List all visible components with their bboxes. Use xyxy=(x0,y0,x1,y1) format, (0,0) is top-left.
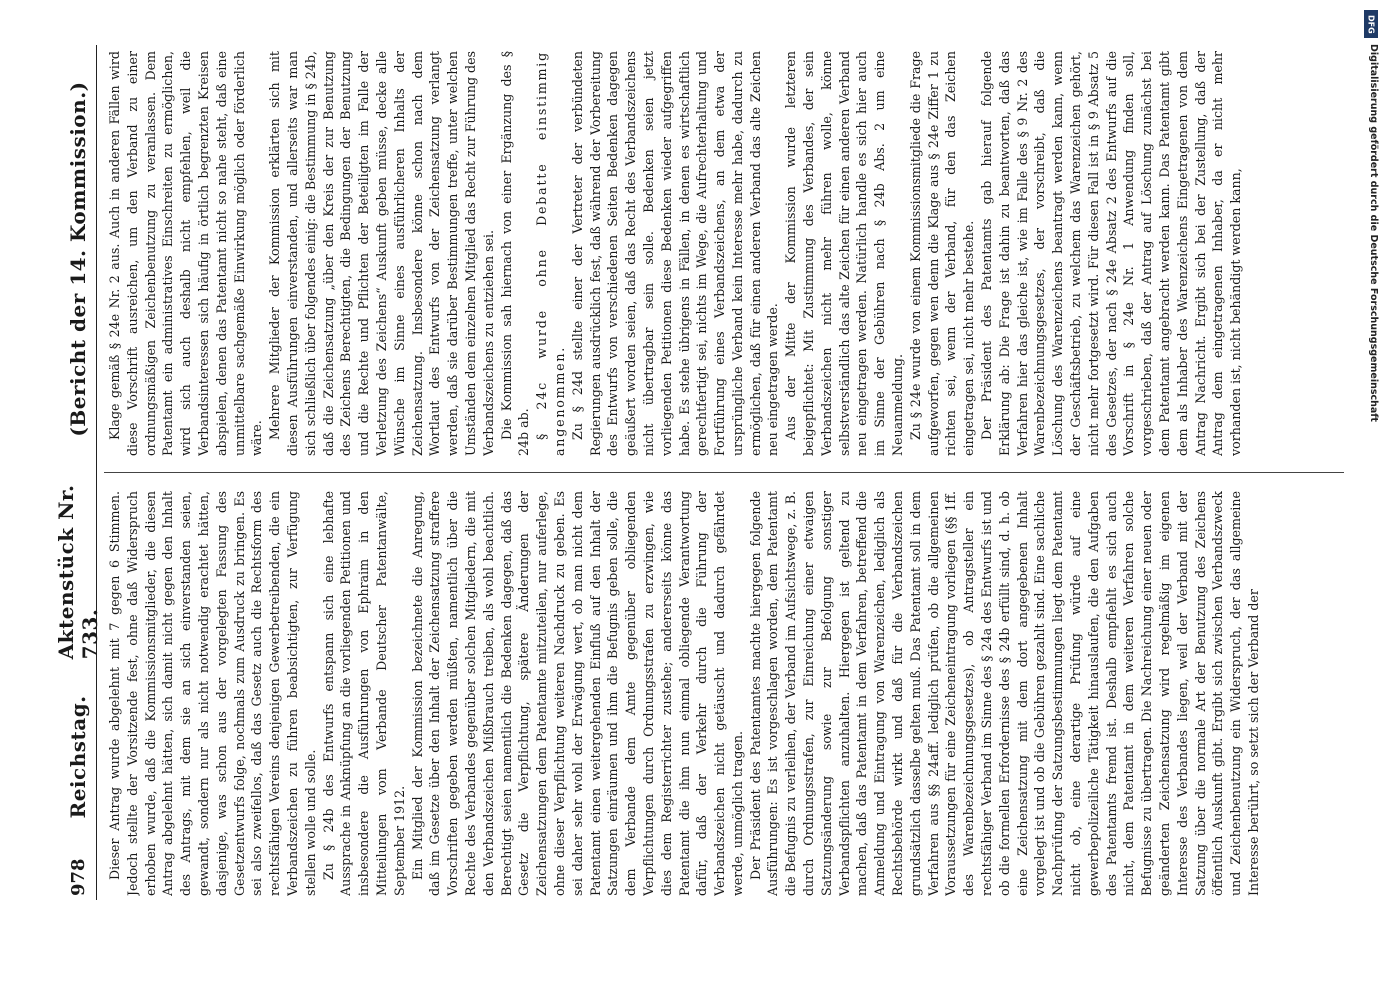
document-number: Aktenstück Nr. 733. xyxy=(54,484,102,660)
paragraph: Der Präsident des Patentamts gab hierauf folgende Erklärung ab: Die Frage ist dahin zu beantworten, daß das Verfahren hier das gleiche ist, wie im Falle des § 9 Nr. 2 des Warenbezeichnungsgesetzes, der vorschreibt, daß die Löschung des Warenzeichens beantragt werden kann, wenn der Geschäftsbetrieb, zu welchem das Warenzeichen gehört, nicht mehr fortgesetzt wird. Für diesen Fall ist in § 9 Absatz 5 des Gesetzes, der nach § 24e Absatz 2 des Entwurfs auf die Vorschrift in § 24e Nr. 1 Anwendung finden soll, vorgeschrieben, daß der Antrag auf Löschung zunächst bei dem Patentamt angebracht werden kann. Das Patentamt gibt dem als Inhaber des Warenzeichens Eingetragenen von dem Antrag Nachricht. Ergibt sich bei der Zustellung, daß der Antrag dem eingetragenen Inhaber, da er nicht mehr vorhanden ist, nicht behändigt werden kann, xyxy=(979,51,1244,456)
paragraph: Ein Mitglied der Kommission bezeichnete die Anregung, daß im Gesetze über den Inhalt der Zeichensatzung straffere Vorschriften gegeben werden müßten, namentlich über die Rechte des Verbandes gegenüber solchen Mitgliedern, die mit den Verbandszeichen Mißbrauch treiben, als wohl beachtlich. Berechtigt seien namentlich die Bedenken dagegen, daß das Gesetz die Verpflichtung, spätere Änderungen der Zeichensatzungen dem Patentamte mitzuteilen, nur auferlege, ohne dieser Verpflichtung weiteren Nachdruck zu geben. Es sei daher sehr wohl der Erwägung wert, ob man nicht dem Patentamt einen weitergehenden Einfluß auf den Inhalt der Satzungen einräumen und ihm die Befugnis geben solle, die dem Verbande dem Amte gegenüber obliegenden Verpflichtungen durch Ordnungsstrafen zu erzwingen, wie dies dem Registerrichter zustehe; andererseits könne das Patentamt die ihm nun einmal obliegende Verantwortung dafür, daß der Verkehr durch die Führung der Verbandszeichen nicht getäuscht und dadurch gefährdet werde, unmöglich tragen. xyxy=(409,491,745,896)
dfg-logo: DFG xyxy=(1364,10,1378,38)
paragraph: Mehrere Mitglieder der Kommission erklärten sich mit diesen Ausführungen einverstanden, und allerseits war man sich schließlich über folgendes einig: die Bestimmung in § 24b, daß die Zeichensatzung „über den Kreis der zur Benutzung des Zeichens Berechtigten, die Bedingungen der Benutzung und die Rechte und Pflichten der Beteiligten im Falle der Verletzung des Zeichens“ Auskunft geben müsse, decke alle Wünsche im Sinne eines ausführlicheren Inhalts der Zeichensatzung. Insbesondere könne schon nach dem Wortlaut des Entwurfs von der Zeichensatzung verlangt werden, daß sie darüber Bestimmungen treffe, unter welchen Umständen dem einzelnen Mitglied das Recht zur Führung des Verbandszeichens zu entziehen sei. xyxy=(267,51,496,456)
paragraph: Der Präsident des Patentamtes machte hiergegen folgende Ausführungen: Es ist vorgeschlagen worden, dem Patentamt die Befugnis zu verleihen, der Verband im Aufsichtswege, z. B. durch Ordnungsstrafen, zur Einreichung einer etwaigen Satzungsänderung sowie zur Befolgung sonstiger Verbandspflichten anzuhalten. Hiergegen ist geltend zu machen, daß das Patentamt in dem Verfahren, betreffend die Anmeldung und Eintragung von Warenzeichen, lediglich als Rechtsbehörde wirkt und daß für die Verbandszeichen grundsätzlich dasselbe gelten muß. Das Patentamt soll in dem Verfahren aus §§ 24aff. lediglich prüfen, ob die allgemeinen Voraussetzungen für eine Zeicheneintragung vorliegen (§§ 1ff. des Warenbezeichnungsgesetzes), ob Antragsteller ein rechtsfähiger Verband im Sinne des § 24a des Entwurfs ist und ob die formellen Erfordernisse des § 24b erfüllt sind, d. h. ob eine Zeichensatzung mit dem dort angegebenen Inhalt vorgelegt ist und ob die Gebühren gezahlt sind. Eine sachliche Nachprüfung der Satzungsbestimmungen liegt dem Patentamt nicht ob, eine derartige Prüfung würde auf eine gewerbepolizeiliche Tätigkeit hinauslaufen, die den Aufgaben des Patentamts fremd ist. Deshalb empfiehlt es sich auch nicht, dem Patentamt in dem weiteren Verfahren solche Befugnisse zu übertragen. Die Nachreichung einer neuen oder geänderten Zeichensatzung wird regelmäßig im eigenen Interesse des Verbandes liegen, weil der Verband mit der Satzung über die normale Art der Benutzung des Zeichens öffentlich Auskunft gibt. Ergibt sich zwischen Verbandszweck und Zeichenbenutzung ein Widerspruch, der das allgemeine Interesse berührt, so setzt sich der Verband der xyxy=(747,491,1261,896)
running-head-right: (Bericht der 14. Kommission.) xyxy=(66,81,90,437)
page-header xyxy=(54,45,102,900)
page-number: 978 xyxy=(67,858,89,896)
paragraph: § 24c wurde ohne Debatte einstimmig angenommen. xyxy=(534,51,567,456)
scan-credit-text: Digitalisierung gefördert durch die Deutsche Forschungsgemeinschaft xyxy=(1368,44,1379,422)
paragraph: Aus der Mitte der Kommission wurde letzteren beigepflichtet: Mit Zustimmung des Verbandes, der sein Verbandszeichen nicht mehr führen wolle, könne selbstverständlich das alte Zeichen für einen anderen Verband neu eingetragen werden. Natürlich handle es sich hier auch im Sinne der Gebühren nach § 24b Abs. 2 um eine Neuanmeldung. xyxy=(783,51,906,456)
paragraph: Dieser Antrag wurde abgelehnt mit 7 gegen 6 Stimmen. Jedoch stellte der Vorsitzende fest, ohne daß Widerspruch erhoben wurde, daß die Kommissionsmitglieder, die diesen Antrag abgelehnt hätten, sich damit nicht gegen den Inhalt des Antrags, mit dem sie an sich einverstanden seien, gewandt, sondern nur als nicht notwendig erachtet hätten, dasjenige, was schon aus der vorgelegten Fassung des Gesetzentwurfs folge, nochmals zum Ausdruck zu bringen. Es sei also zweifellos, daß das Gesetz auch die Rechtsform des rechtsfähigen Vereins denjenigen Gewerbetreibenden, die ein Verbandszeichen zu führen beabsichtigten, zur Verfügung stellen wolle und solle. xyxy=(107,491,318,896)
header-right xyxy=(60,45,96,473)
document-page xyxy=(54,45,1350,900)
right-column xyxy=(106,51,1346,456)
header-left xyxy=(54,473,102,900)
paragraph: Die Kommission sah hiernach von einer Ergänzung des § 24b ab. xyxy=(498,51,532,456)
paragraph: Zu § 24d stellte einer der Vertreter der verbündeten Regierungen ausdrücklich fest, daß während der Vorbereitung des Entwurfs von verschiedenen Seiten Bedenken dagegen geäußert worden seien, daß das Recht des Verbandszeichens nicht übertragbar sein solle. Bedenken seien jetzt vorliegenden Petitionen diese Bedenken wieder aufgegriffen habe. Es stehe übrigens in Fällen, in denen es wirtschaftlich gerechtfertigt sei, nichts im Wege, die Aufrechterhaltung und Fortführung eines Verbandszeichens, an dem etwa der ursprüngliche Verband kein Interesse mehr habe, dadurch zu ermöglichen, daß für einen anderen Verband das alte Zeichen neu eingetragen werde. xyxy=(569,51,781,456)
paragraph: Klage gemäß § 24e Nr. 2 aus. Auch in anderen Fällen wird diese Vorschrift ausreichen, um den Verband zu einer ordnungsmäßigen Zeichenbenutzung zu veranlassen. Dem Patentamt ein administratives Einschreiten zu ermöglichen, wird sich auch deshalb nicht empfehlen, weil die Verbandsinteressen sich häufig in örtlich begrenzten Kreisen abspielen, denen das Patentamt nicht so nahe steht, daß eine unmittelbare sachgemäße Einwirkung möglich oder förderlich wäre. xyxy=(107,51,265,456)
rotated-page-content xyxy=(54,45,1350,900)
left-column xyxy=(106,491,1346,896)
running-head-left: Reichstag. xyxy=(66,695,90,819)
column-divider xyxy=(104,472,1344,473)
paragraph: Zu § 24b des Entwurfs entspann sich eine lebhafte Aussprache in Anknüpfung an die vorliegenden Petitionen und insbesondere die Ausführungen von Ephraim in den Mitteilungen vom Verbande Deutscher Patentanwälte, September 1912. xyxy=(320,491,407,896)
paragraph: Zu § 24e wurde von einem Kommissionsmitgliede die Frage aufgeworfen, gegen wen denn die Klage aus § 24e Ziffer 1 zu richten sei, wenn der Verband, für den das Zeichen eingetragen sei, nicht mehr bestehe. xyxy=(907,51,977,456)
